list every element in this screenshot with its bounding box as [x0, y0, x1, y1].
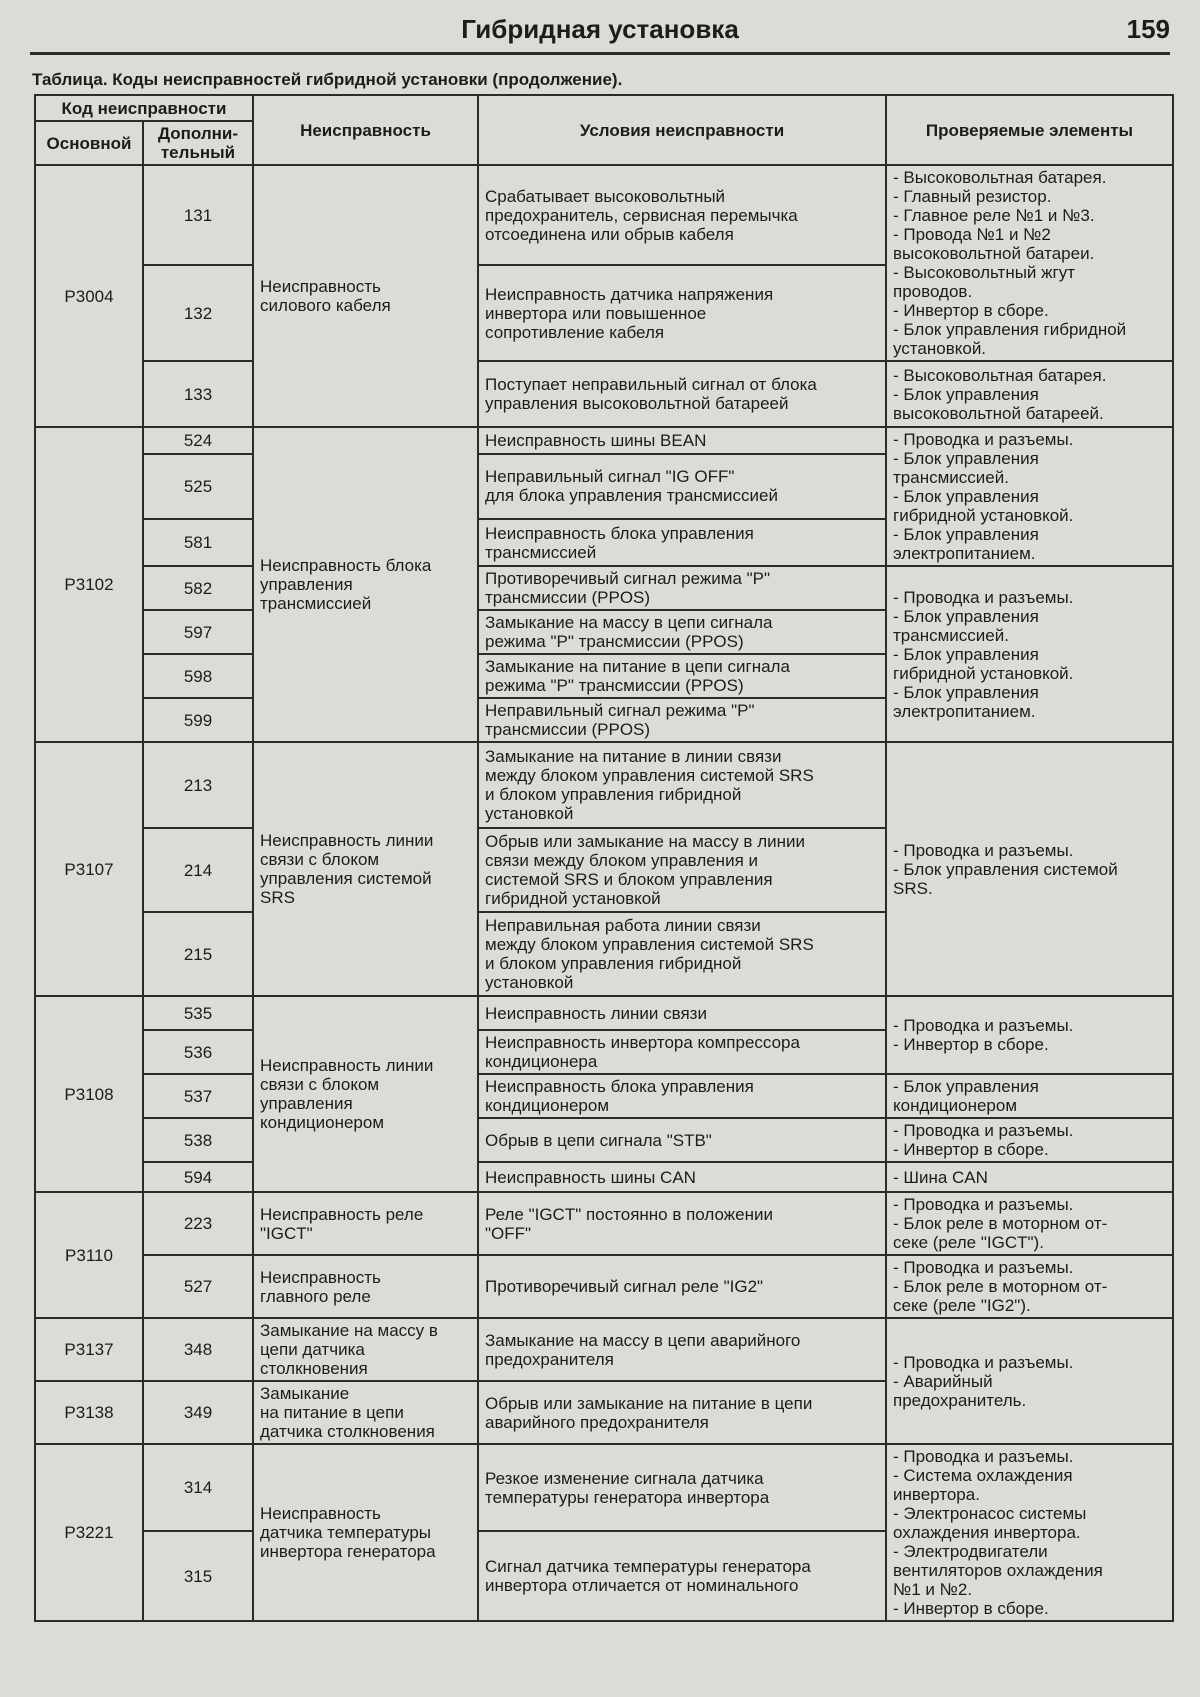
fault-cell	[253, 1255, 478, 1318]
cell-line: управления	[260, 575, 353, 594]
cell-line: трансмиссией	[260, 594, 372, 613]
sub-code-cell: 535	[143, 996, 253, 1030]
condition-cell	[478, 1118, 886, 1162]
cell-line: - Высоковольтная батарея.	[893, 365, 1107, 385]
cell-line: Неисправность линии	[260, 831, 434, 850]
sub-code-cell: 525	[143, 454, 253, 520]
condition-cell	[478, 742, 886, 828]
cell-line: - Блок управления	[893, 487, 1039, 506]
check-cell	[886, 165, 1173, 361]
table-row	[35, 1255, 1173, 1318]
sub-code-cell: 581	[143, 519, 253, 566]
check-cell	[886, 1162, 1173, 1192]
cell-line: - Блок управления	[893, 644, 1039, 664]
condition-cell	[478, 454, 886, 520]
cell-line: - Проводка и разъемы.	[893, 1195, 1074, 1214]
cell-line: - Провода №1 и №2	[893, 225, 1051, 244]
condition-cell	[478, 698, 886, 742]
cell-line: Неисправность линии связи	[485, 1003, 707, 1023]
cell-line: Противоречивый сигнал реле "IG2"	[485, 1277, 764, 1296]
condition-cell	[478, 1162, 886, 1192]
cell-line: Неисправность	[260, 1267, 381, 1287]
main-code-cell: P3107	[35, 742, 143, 996]
cell-line: предохранителя	[485, 1349, 614, 1369]
condition-cell	[478, 828, 886, 912]
sub-code-cell: 538	[143, 1118, 253, 1162]
condition-cell	[478, 1444, 886, 1531]
cell-line: Неисправность датчика напряжения	[485, 284, 774, 304]
cell-line: - Блок управления	[893, 606, 1039, 626]
condition-cell	[478, 610, 886, 654]
cell-line: датчика температуры	[260, 1523, 432, 1542]
cell-line: Обрыв в цепи сигнала "STB"	[485, 1130, 712, 1150]
main-code-cell: P3137	[35, 1318, 143, 1381]
cell-line: - Блок управления	[893, 449, 1039, 468]
cell-line: силового кабеля	[260, 296, 391, 315]
condition-cell	[478, 427, 886, 454]
cell-line: - Блок управления	[893, 682, 1039, 702]
cell-line: SRS	[260, 888, 295, 907]
cell-line: - Блок управления гибридной	[893, 320, 1127, 339]
cell-line: Неисправность блока управления	[485, 1077, 754, 1096]
condition-cell	[478, 519, 886, 566]
cell-line: проводов.	[893, 282, 973, 301]
check-cell	[886, 996, 1173, 1074]
cell-line: и блоком управления гибридной	[485, 785, 742, 804]
cell-line: между блоком управления системой SRS	[485, 766, 814, 785]
cell-line: - Блок управления системой	[893, 859, 1118, 879]
condition-cell	[478, 566, 886, 610]
cell-line: системой SRS и блоком управления	[485, 870, 773, 889]
cell-line: Замыкание на питание в цепи сигнала	[485, 657, 790, 676]
header-additional	[143, 121, 253, 165]
table-caption: Таблица. Коды неисправностей гибридной установки (продолжение).	[32, 70, 623, 89]
cell-line: Противоречивый сигнал режима "P"	[485, 569, 771, 588]
cell-line: Реле "IGCT" постоянно в положении	[485, 1204, 773, 1224]
cell-line: Неисправность инвертора компрессора	[485, 1033, 800, 1052]
cell-line: вентиляторов охлаждения	[893, 1561, 1103, 1580]
main-code-cell: P3221	[35, 1444, 143, 1621]
condition-cell	[478, 912, 886, 996]
cell-line: - Аварийный	[893, 1371, 993, 1391]
cell-line: секе (реле "IGCT").	[893, 1233, 1044, 1252]
cell-line: - Проводка и разъемы.	[893, 430, 1074, 449]
condition-cell	[478, 654, 886, 698]
cell-line: Резкое изменение сигнала датчика	[485, 1468, 764, 1488]
cell-line: - Электродвигатели	[893, 1542, 1048, 1561]
cell-line: - Проводка и разъемы.	[893, 1352, 1074, 1372]
cell-line: установкой	[485, 973, 574, 992]
sub-code-cell: 527	[143, 1255, 253, 1318]
condition-cell	[478, 1531, 886, 1621]
table-row	[35, 1074, 1173, 1118]
table-body	[35, 165, 1173, 1621]
cell-line: "IGCT"	[260, 1223, 313, 1243]
cell-line: между блоком управления системой SRS	[485, 935, 814, 954]
cell-line: Неисправность блока	[260, 556, 432, 575]
cell-line: Срабатывает высоковольтный	[485, 186, 726, 206]
cell-line: Неправильный сигнал режима "P"	[485, 701, 755, 720]
page-number: 159	[1126, 14, 1170, 44]
sub-code-cell: 348	[143, 1318, 253, 1381]
sub-code-cell: 223	[143, 1192, 253, 1255]
cell-line: Замыкание на массу в цепи аварийного	[485, 1330, 801, 1350]
cell-line: трансмиссией.	[893, 625, 1009, 645]
check-cell	[886, 1074, 1173, 1118]
cell-line: охлаждения инвертора.	[893, 1523, 1081, 1542]
page-title: Гибридная установка	[461, 14, 739, 44]
check-cell	[886, 1118, 1173, 1162]
cell-line: SRS.	[893, 878, 933, 898]
sub-code-cell: 349	[143, 1381, 253, 1444]
main-code-cell: P3004	[35, 165, 143, 427]
header-main: Основной	[35, 121, 143, 165]
condition-cell	[478, 1381, 886, 1444]
cell-line: Замыкание на массу в	[260, 1321, 438, 1340]
fault-cell	[253, 165, 478, 427]
fault-cell	[253, 427, 478, 742]
cell-line: режима "P" трансмиссии (PPOS)	[485, 676, 744, 695]
fault-cell	[253, 1318, 478, 1381]
cell-line: - Главный резистор.	[893, 187, 1052, 206]
condition-cell	[478, 1074, 886, 1118]
sub-code-cell: 315	[143, 1531, 253, 1621]
cell-line: - Инвертор в сборе.	[893, 1035, 1049, 1054]
check-cell	[886, 361, 1173, 427]
cell-line: Неисправность	[260, 277, 381, 296]
cell-line: - Блок управления	[893, 384, 1039, 404]
cell-line: - Блок реле в моторном от-	[893, 1277, 1108, 1296]
cell-line: высоковольтной батареей.	[893, 403, 1104, 423]
main-code-cell: P3102	[35, 427, 143, 742]
cell-line: - Высоковольтный жгут	[893, 263, 1076, 282]
fault-cell	[253, 742, 478, 996]
fault-cell	[253, 1381, 478, 1444]
fault-cell	[253, 1444, 478, 1621]
fault-cell	[253, 1192, 478, 1255]
cell-line: температуры генератора инвертора	[485, 1487, 770, 1507]
table-row	[35, 742, 1173, 828]
cell-line: - Инвертор в сборе.	[893, 1599, 1049, 1618]
cell-line: электропитанием.	[893, 701, 1036, 721]
cell-line: - Проводка и разъемы.	[893, 1016, 1074, 1035]
table-row	[35, 996, 1173, 1030]
cell-line: инвертора.	[893, 1485, 980, 1504]
sub-code-cell: 524	[143, 427, 253, 454]
table-row	[35, 1118, 1173, 1162]
cell-line: Поступает неправильный сигнал от блока	[485, 375, 817, 394]
header-code-group: Код неисправности	[35, 95, 253, 121]
cell-line: инвертора отличается от номинального	[485, 1576, 799, 1596]
sub-code-cell: 599	[143, 698, 253, 742]
cell-line: кондиционером	[485, 1096, 610, 1115]
cell-line: трансмиссии (PPOS)	[485, 588, 651, 607]
cell-line: - Проводка и разъемы.	[893, 1121, 1074, 1140]
sub-code-cell: 215	[143, 912, 253, 996]
table-row	[35, 361, 1173, 427]
cell-line: Неправильный сигнал "IG OFF"	[485, 467, 735, 487]
table-row	[35, 566, 1173, 610]
condition-cell	[478, 1030, 886, 1074]
cell-line: - Блок реле в моторном от-	[893, 1214, 1108, 1233]
cell-line: Неисправность	[260, 1504, 381, 1523]
header-checks: Проверяемые элементы	[886, 95, 1173, 165]
cell-line: - Инвертор в сборе.	[893, 1140, 1049, 1159]
cell-line: - Шина CAN	[893, 1167, 988, 1187]
condition-cell	[478, 361, 886, 427]
fault-codes-table	[34, 94, 1174, 1622]
cell-line: кондиционера	[485, 1052, 598, 1071]
table-row	[35, 1444, 1173, 1531]
cell-line: управления высоковольтной батареей	[485, 394, 789, 413]
cell-line: Сигнал датчика температуры генератора	[485, 1557, 811, 1577]
table-row	[35, 165, 1173, 265]
cell-line: инвертора или повышенное	[485, 303, 707, 323]
check-cell	[886, 1444, 1173, 1621]
header-additional-line: Дополни-	[157, 124, 239, 143]
check-cell	[886, 566, 1173, 742]
cell-line: управления системой	[260, 869, 432, 888]
cell-line: связи с блоком	[260, 1075, 380, 1094]
cell-line: Неисправность шины CAN	[485, 1167, 696, 1187]
sub-code-cell: 536	[143, 1030, 253, 1074]
cell-line: - Высоковольтная батарея.	[893, 168, 1107, 187]
cell-line: для блока управления трансмиссией	[485, 486, 778, 506]
cell-line: - Блок управления	[893, 525, 1039, 544]
cell-line: Неисправность блока управления	[485, 523, 754, 543]
cell-line: сопротивление кабеля	[485, 322, 665, 342]
cell-line: - Блок управления	[893, 1077, 1039, 1096]
cell-line: столкновения	[260, 1359, 368, 1378]
header-additional-line: тельный	[160, 143, 236, 162]
cell-line: кондиционером	[893, 1096, 1018, 1115]
cell-line: отсоединена или обрыв кабеля	[485, 224, 734, 244]
check-cell	[886, 742, 1173, 996]
cell-line: гибридной установкой.	[893, 663, 1074, 683]
cell-line: - Главное реле №1 и №3.	[893, 206, 1095, 225]
cell-line: предохранитель, сервисная перемычка	[485, 205, 798, 225]
cell-line: связи между блоком управления и	[485, 851, 758, 870]
condition-cell	[478, 1192, 886, 1255]
header-conditions: Условия неисправности	[478, 95, 886, 165]
sub-code-cell: 132	[143, 265, 253, 361]
cell-line: - Инвертор в сборе.	[893, 301, 1049, 320]
check-cell	[886, 427, 1173, 566]
cell-line: и блоком управления гибридной	[485, 954, 742, 973]
cell-line: №1 и №2.	[893, 1580, 973, 1599]
condition-cell	[478, 996, 886, 1030]
fault-cell	[253, 996, 478, 1192]
cell-line: гибридной установкой	[485, 889, 661, 908]
cell-line: связи с блоком	[260, 850, 380, 869]
cell-line: режима "P" трансмиссии (PPOS)	[485, 632, 744, 651]
cell-line: "OFF"	[485, 1223, 532, 1243]
cell-line: датчика столкновения	[260, 1422, 435, 1441]
cell-line: Замыкание на питание в линии связи	[485, 747, 782, 766]
cell-line: Замыкание на массу в цепи сигнала	[485, 613, 773, 632]
cell-line: Неисправность шины BEAN	[485, 430, 707, 450]
cell-line: высоковольтной батареи.	[893, 244, 1095, 263]
cell-line: цепи датчика	[260, 1340, 365, 1359]
condition-cell	[478, 1318, 886, 1381]
cell-line: секе (реле "IG2").	[893, 1296, 1031, 1315]
cell-line: - Система охлаждения	[893, 1466, 1073, 1485]
cell-line: - Электронасос системы	[893, 1504, 1087, 1523]
cell-line: - Проводка и разъемы.	[893, 587, 1074, 607]
sub-code-cell: 582	[143, 566, 253, 610]
sub-code-cell: 314	[143, 1444, 253, 1531]
cell-line: Неисправность реле	[260, 1204, 424, 1224]
cell-line: установкой.	[893, 339, 987, 358]
cell-line: - Проводка и разъемы.	[893, 840, 1074, 860]
cell-line: Обрыв или замыкание на массу в линии	[485, 832, 805, 851]
cell-line: трансмиссией.	[893, 468, 1009, 487]
cell-line: - Проводка и разъемы.	[893, 1258, 1074, 1277]
cell-line: трансмиссии (PPOS)	[485, 720, 651, 739]
cell-line: главного реле	[260, 1286, 371, 1306]
cell-line: управления	[260, 1094, 353, 1113]
cell-line: трансмиссией	[485, 542, 597, 562]
cell-line: электропитанием.	[893, 544, 1036, 563]
cell-line: на питание в цепи	[260, 1403, 404, 1422]
cell-line: Замыкание	[260, 1384, 350, 1403]
check-cell	[886, 1192, 1173, 1255]
table-row	[35, 1318, 1173, 1381]
condition-cell	[478, 165, 886, 265]
table-row	[35, 1162, 1173, 1192]
cell-line: предохранитель.	[893, 1390, 1027, 1410]
check-cell	[886, 1318, 1173, 1444]
cell-line: инвертора генератора	[260, 1542, 436, 1561]
cell-line: Обрыв или замыкание на питание в цепи	[485, 1393, 813, 1413]
sub-code-cell: 213	[143, 742, 253, 828]
sub-code-cell: 133	[143, 361, 253, 427]
cell-line: гибридной установкой.	[893, 506, 1074, 525]
condition-cell	[478, 1255, 886, 1318]
cell-line: Неправильная работа линии связи	[485, 916, 761, 935]
main-code-cell: P3110	[35, 1192, 143, 1318]
sub-code-cell: 597	[143, 610, 253, 654]
table-row	[35, 1192, 1173, 1255]
main-code-cell: P3108	[35, 996, 143, 1192]
cell-line: - Проводка и разъемы.	[893, 1447, 1074, 1466]
header-rule	[30, 52, 1170, 55]
cell-line: аварийного предохранителя	[485, 1412, 709, 1432]
sub-code-cell: 598	[143, 654, 253, 698]
sub-code-cell: 594	[143, 1162, 253, 1192]
sub-code-cell: 214	[143, 828, 253, 912]
table-row	[35, 427, 1173, 454]
cell-line: Неисправность линии	[260, 1056, 434, 1075]
sub-code-cell: 131	[143, 165, 253, 265]
main-code-cell: P3138	[35, 1381, 143, 1444]
header-fault: Неисправность	[253, 95, 478, 165]
cell-line: кондиционером	[260, 1113, 385, 1132]
cell-line: установкой	[485, 804, 574, 823]
sub-code-cell: 537	[143, 1074, 253, 1118]
check-cell	[886, 1255, 1173, 1318]
condition-cell	[478, 265, 886, 361]
